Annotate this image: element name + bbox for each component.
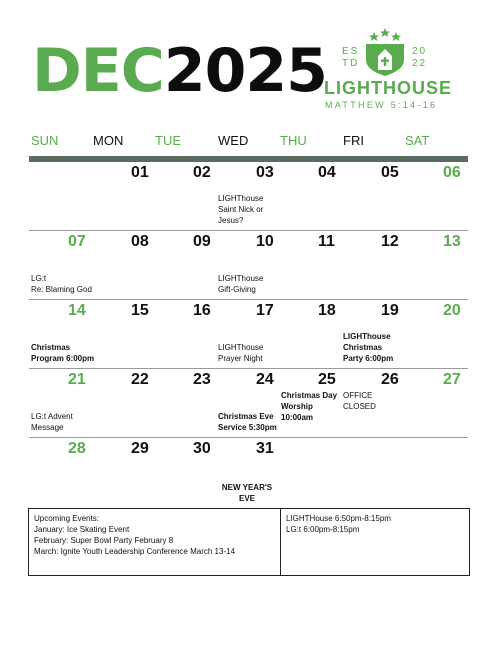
event-wed-17 — [218, 342, 263, 364]
day-number: 30 — [193, 440, 211, 457]
upcoming-event-item: January: Ice Skating Event — [34, 525, 130, 534]
event-line: Worship — [281, 402, 313, 411]
event-line: NEW YEAR'S — [221, 483, 273, 492]
weekday-sun: SUN — [31, 133, 59, 148]
day-number: 24 — [256, 371, 274, 388]
day-number: 04 — [318, 164, 336, 181]
weekday-thu: THU — [280, 133, 307, 148]
schedule-item: LIGHTHouse 6:50pm-8:15pm — [286, 514, 391, 523]
event-fri-19 — [343, 331, 393, 364]
event-line: EVE — [238, 494, 255, 503]
event-line: Message — [31, 423, 64, 432]
event-sun-21 — [31, 411, 73, 433]
day-number: 07 — [68, 233, 86, 250]
event-line: OFFICE — [343, 391, 373, 400]
day-number: 21 — [68, 371, 86, 388]
day-number: 01 — [131, 164, 149, 181]
event-line: Christmas Eve — [218, 412, 274, 421]
event-sun-14 — [31, 342, 94, 364]
event-wed-03 — [218, 193, 263, 226]
year-label: 2025 — [163, 36, 327, 106]
event-line: LIGHThouse — [218, 343, 264, 352]
calendar-title — [32, 36, 327, 106]
event-line: Christmas — [343, 343, 383, 352]
est-label: ES — [342, 46, 360, 57]
event-line: Christmas — [31, 343, 71, 352]
day-number: 13 — [443, 233, 461, 250]
day-number: 15 — [131, 302, 149, 319]
event-line: Christmas Day — [281, 391, 338, 400]
event-wed-24 — [218, 411, 277, 433]
event-line: LIGHThouse — [343, 332, 391, 341]
weekday-sat: SAT — [405, 133, 430, 148]
weekday-tue: TUE — [155, 133, 181, 148]
event-line: LIGHThouse — [218, 194, 264, 203]
day-number: 11 — [318, 233, 335, 250]
day-number: 03 — [256, 164, 274, 181]
event-wed-31 — [212, 482, 282, 504]
upcoming-events-heading: Upcoming Events: — [34, 514, 99, 523]
event-sun-07 — [31, 273, 92, 295]
day-number: 09 — [193, 233, 211, 250]
month-label: DEC — [32, 36, 164, 106]
day-number: 27 — [443, 371, 461, 388]
day-number: 22 — [131, 371, 149, 388]
event-line: CLOSED — [343, 402, 376, 411]
day-number: 18 — [318, 302, 336, 319]
day-number: 08 — [131, 233, 149, 250]
event-line: Jesus? — [218, 216, 244, 225]
row-divider — [29, 368, 468, 369]
year-right-label: 22 — [412, 58, 428, 69]
event-line: Party 6:00pm — [343, 354, 394, 363]
row-divider — [29, 299, 468, 300]
upcoming-events-box — [28, 508, 281, 576]
row-divider — [29, 230, 468, 231]
event-wed-10 — [218, 273, 263, 295]
weekday-wed: WED — [218, 133, 249, 148]
day-number: 02 — [193, 164, 211, 181]
event-line: LG:t — [31, 274, 47, 283]
lighthouse-logo — [322, 26, 452, 116]
event-line: LIGHThouse — [218, 274, 264, 283]
day-number: 20 — [443, 302, 461, 319]
day-number: 06 — [443, 164, 461, 181]
td-label: TD — [342, 58, 360, 69]
event-line: Service 5:30pm — [218, 423, 277, 432]
day-number: 10 — [256, 233, 274, 250]
logo-brand: LIGHTHOUSE — [324, 78, 453, 98]
day-number: 14 — [68, 302, 86, 319]
day-number: 25 — [318, 371, 336, 388]
weekday-mon: MON — [93, 133, 124, 148]
day-number: 19 — [381, 302, 399, 319]
event-line: Program 6:00pm — [31, 354, 95, 363]
row-divider — [29, 437, 468, 438]
weekday-fri: FRI — [343, 133, 364, 148]
event-line: 10:00am — [281, 413, 314, 422]
day-number: 23 — [193, 371, 211, 388]
year-left-label: 20 — [412, 46, 428, 57]
event-line: Prayer Night — [218, 354, 263, 363]
day-number: 17 — [256, 302, 274, 319]
event-line: Gift-Giving — [218, 285, 256, 294]
schedule-box — [280, 508, 470, 576]
upcoming-event-item: March: Ignite Youth Leadership Conference March 13-14 — [34, 547, 236, 556]
upcoming-event-item: February: Super Bowl Party February 8 — [34, 536, 174, 545]
event-line: LG:t Advent — [31, 412, 73, 421]
day-number: 28 — [68, 440, 86, 457]
event-thu-25 — [281, 390, 337, 423]
event-line: Re: Blaming God — [31, 285, 92, 294]
event-line: Saint Nick or — [218, 205, 264, 214]
day-number: 16 — [193, 302, 211, 319]
day-number: 12 — [381, 233, 399, 250]
day-number: 29 — [131, 440, 149, 457]
event-fri-26 — [343, 390, 376, 412]
schedule-item: LG:t 6:00pm-8:15pm — [286, 525, 360, 534]
day-number: 05 — [381, 164, 399, 181]
header-divider — [29, 156, 468, 162]
day-number: 26 — [381, 371, 399, 388]
day-number: 31 — [256, 440, 274, 457]
logo-verse: MATTHEW 5:14-16 — [325, 100, 438, 110]
